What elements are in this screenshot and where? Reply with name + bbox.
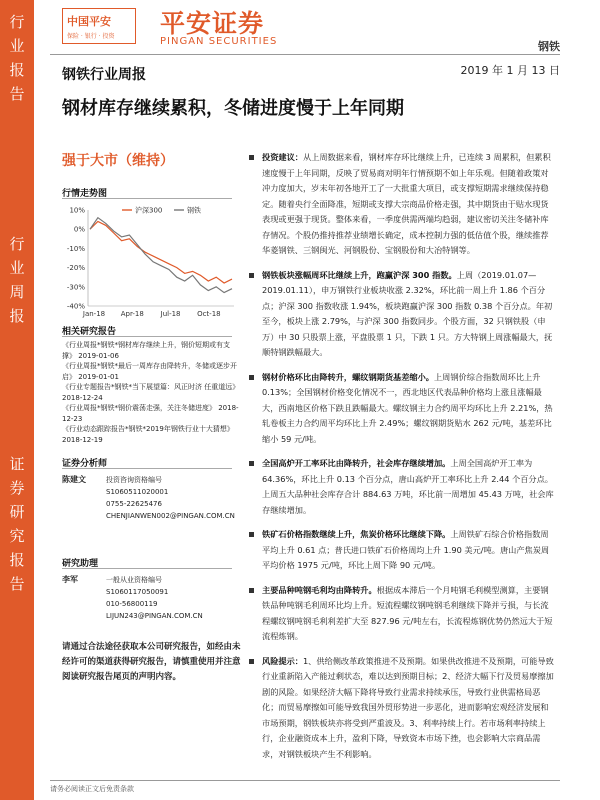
related-report-item[interactable]: 《行业专题报告*钢铁*当下展望篇：风正时济 任重道远》 2018-12-24: [62, 383, 240, 402]
bullet-icon: [249, 273, 254, 278]
section-divider: [62, 468, 232, 469]
paragraph-heading: 铁矿石价格指数继续上升，焦炭价格环比继续下降。: [262, 529, 451, 539]
report-date: 2019 年 1 月 13 日: [460, 64, 560, 77]
section-divider: [62, 336, 232, 337]
paragraph-text: 根据成本滞后一个月吨钢毛利模型测算，主要钢铁品种吨钢毛利周环比均上升。短流程螺纹钢吨钢毛利继续下降并亏损，与长流程螺纹钢吨钢毛利利差扩大至 827.96 元/吨左右，长流程炼钢优势仍然远大于短流程炼钢。: [262, 584, 553, 641]
brand-name-en: PINGAN SECURITIES: [160, 36, 278, 47]
analyst-name: 陈建文: [62, 475, 86, 484]
bullet-icon: [249, 659, 254, 664]
pingan-logo: [62, 8, 136, 44]
sidebar-label-weekly: 行 业 周 报: [9, 235, 25, 325]
related-reports-list: [62, 340, 242, 445]
trend-chart: [62, 202, 242, 320]
rating: 强于大市（维持）: [62, 153, 174, 169]
legend-label: 钢铁: [187, 206, 201, 215]
related-report-item[interactable]: 《行业动态跟踪报告*钢铁*2019年钢铁行业十大猜想》 2018-12-19: [62, 425, 234, 444]
related-report-item[interactable]: 《行业周报*钢铁*最后一周库存由降转升，冬储或逐步开启》 2019-01-01: [62, 362, 237, 381]
related-report-item[interactable]: 《行业周报*钢铁*钢价震荡走强，关注冬储进度》 2018-12-23: [62, 404, 239, 423]
page-title: 钢材库存继续累积，冬储进度慢于上年同期: [62, 98, 404, 119]
legend-label: 沪深300: [135, 206, 163, 215]
brand-name: 平安证券: [160, 9, 265, 38]
paragraph-heading: 全国高炉开工率环比由降转升，社会库存继续增加。: [262, 458, 451, 468]
analyst-email[interactable]: CHENJIANWEN002@PINGAN.COM.CN: [106, 512, 235, 520]
reports-section-title: 相关研究报告: [62, 327, 117, 337]
bullet-icon: [249, 461, 254, 466]
report-type: 钢铁行业周报: [62, 67, 146, 83]
bullet-icon: [249, 155, 254, 160]
y-tick-label: 10%: [69, 206, 85, 215]
x-tick-label: Jan-18: [82, 310, 106, 318]
main-body: [248, 150, 556, 771]
y-tick-label: -30%: [66, 283, 85, 292]
footer-note: 请务必阅读正文后免责条款: [50, 785, 134, 793]
analyst-phone: 0755-22625476: [106, 500, 162, 508]
assistant-email[interactable]: LIJUN243@PINGAN.COM.CN: [106, 612, 203, 620]
bullet-icon: [249, 532, 254, 537]
series-line-hs300: [90, 222, 232, 284]
sidebar: [0, 0, 34, 800]
paragraph-iron-ore: [248, 527, 556, 574]
trend-section-title: 行情走势图: [62, 189, 108, 199]
paragraph-sector-performance: [248, 268, 556, 361]
logo-text: 中国平安: [67, 15, 111, 28]
paragraph-text: 从上周数据来看，钢材库存环比继续上升，已连续 3 周累积，但累积速度慢于上年同期，反映了贸易商对明年行情预期不如上年乐观。但随着政策对冲力度加大，岁末年初各地开工了一大批重大项目，或支撑短期需求继续保持稳定。随着央行全面降准，短期或支撑大宗商品价格走强，其中期货由于贴水现货表现或更强于现货。整体来看，一季度供需两端均趋弱，建议密切关注冬储补库存情况。个股仍推持推荐业绩增长确定，成本控制力强的低估值个股，继续推荐华菱钢铁、三钢闽光、河钢股份、宝钢股份和大冶特钢等。: [262, 152, 551, 255]
x-tick-label: Oct-18: [197, 310, 221, 318]
assistant-section-title: 研究助理: [62, 559, 99, 569]
assistant-phone: 010-56800119: [106, 600, 158, 608]
logo-subtext: 保险 · 银行 · 投资: [67, 33, 115, 40]
series-line-steel: [90, 218, 232, 293]
paragraph-investment-advice: [248, 150, 556, 259]
paragraph-heading: 主要品种吨钢毛利均由降转升。: [262, 584, 377, 595]
assistant-name: 李军: [62, 575, 78, 584]
sidebar-label-securities-research: 证 券 研 究 报 告: [9, 455, 25, 593]
y-tick-label: -40%: [66, 302, 85, 311]
assistant-cert-number: S1060117050091: [106, 588, 169, 596]
paragraph-text: 上周铁矿石综合价格指数周平均上升 0.61 点；普氏进口铁矿石价格周均上升 1.90 美元/吨。唐山产焦炭周平均价格 1975 元/吨，环比上周下降 90 元/吨。: [262, 529, 550, 570]
x-tick-label: Apr-18: [120, 310, 144, 318]
analyst-section-title: 证券分析师: [62, 459, 108, 469]
section-divider: [62, 568, 232, 569]
assistant-cert-label: 一般从业资格编号: [106, 576, 162, 584]
bullet-icon: [249, 588, 254, 593]
y-tick-label: -20%: [66, 264, 85, 273]
paragraph-heading: 风险提示：: [262, 655, 303, 666]
paragraph-text: 上周全国高炉开工率为 64.36%，环比上升 0.13 个百分点，唐山高炉开工率环比上升 2.44 个百分点。上周五大品种社会库存合计 884.63 万吨，环比前一周增加 45.43 万吨，社会库存继续增加。: [262, 458, 554, 515]
paragraph-text: 1、供给侧改革政策推进不及预期。如果供改推进不及预期，可能导致行业重新陷入产能过剩状态，难以达到预期目标；2、经济大幅下行及贸易摩擦加剧的风险。如果经济大幅下降将导致行业需求持续承压，导致行业供需格局恶化；而贸易摩擦如可能导致我国外贸形势进一步恶化，进而影响宏观经济发展和市场预期，钢铁板块亦将受到严重波及。3、利率持续上行。若市场利率持续上行，企业融资成本上升，盈利下降，导致资本市场下挫，也会影响大宗商品需求，对钢铁板块产生不利影响。: [262, 655, 554, 759]
footer-divider: [50, 780, 560, 781]
header-divider: [50, 54, 560, 55]
paragraph-heading: 钢铁板块涨幅周环比继续上升，跑赢沪深 300 指数。: [262, 269, 457, 280]
paragraph-heading: 投资建议：: [262, 152, 303, 162]
paragraph-margins: [248, 583, 556, 645]
x-tick-label: Jul-18: [160, 310, 181, 318]
paragraph-blast-furnace: [248, 456, 556, 518]
paragraph-steel-price: [248, 370, 556, 448]
disclaimer: 请通过合法途径获取本公司研究报告，如经由未经许可的渠道获得研究报告，请慎重使用并注意阅读研究报告尾页的声明内容。: [62, 642, 241, 682]
analyst-cert-number: S1060511020001: [106, 488, 169, 496]
sidebar-label-industry-report: 行 业 报 告: [9, 13, 25, 103]
industry-label: 钢铁: [538, 40, 560, 53]
y-tick-label: 0%: [73, 225, 85, 234]
paragraph-text: 上周（2019.01.07—2019.01.11），申万钢铁行业板块收涨 2.32%，环比前一周上升 1.86 个百分点；沪深 300 指数收涨 1.94%，板块跑赢沪深 300 指数 0.38 个百分点。年初至今，板块上涨 2.79%，与沪深 300 指数同步。个股方面，32 只钢铁股（申万）中 30 只股票上涨，平盘股票 1 只，下跌 1 只。方大特钢上周涨幅最大，抚顺特钢跌幅最大。: [262, 269, 553, 357]
related-report-item[interactable]: 《行业周报*钢铁*钢材库存继续上升，钢价短期或有支撑》 2019-01-06: [62, 341, 230, 360]
y-tick-label: -10%: [66, 244, 85, 253]
paragraph-text: 上周钢价综合指数周环比上升 0.13%；全国钢材价格变化情况不一，西北地区代表品种价格均上涨且涨幅最大，西南地区价格下跌且跌幅最大。螺纹钢主力合约周平均环比上升 2.21%，热轧卷板主力合约周平均环比上升 2.49%；螺纹钢期货贴水 262 元/吨，基差环比缩小 59 元/吨。: [262, 371, 553, 444]
analyst-cert-label: 投资咨询资格编号: [106, 476, 162, 484]
paragraph-risk: [248, 654, 556, 763]
bullet-icon: [249, 375, 254, 380]
paragraph-heading: 钢材价格环比由降转升，螺纹钢期货基差缩小。: [262, 371, 434, 382]
section-divider: [62, 198, 232, 199]
